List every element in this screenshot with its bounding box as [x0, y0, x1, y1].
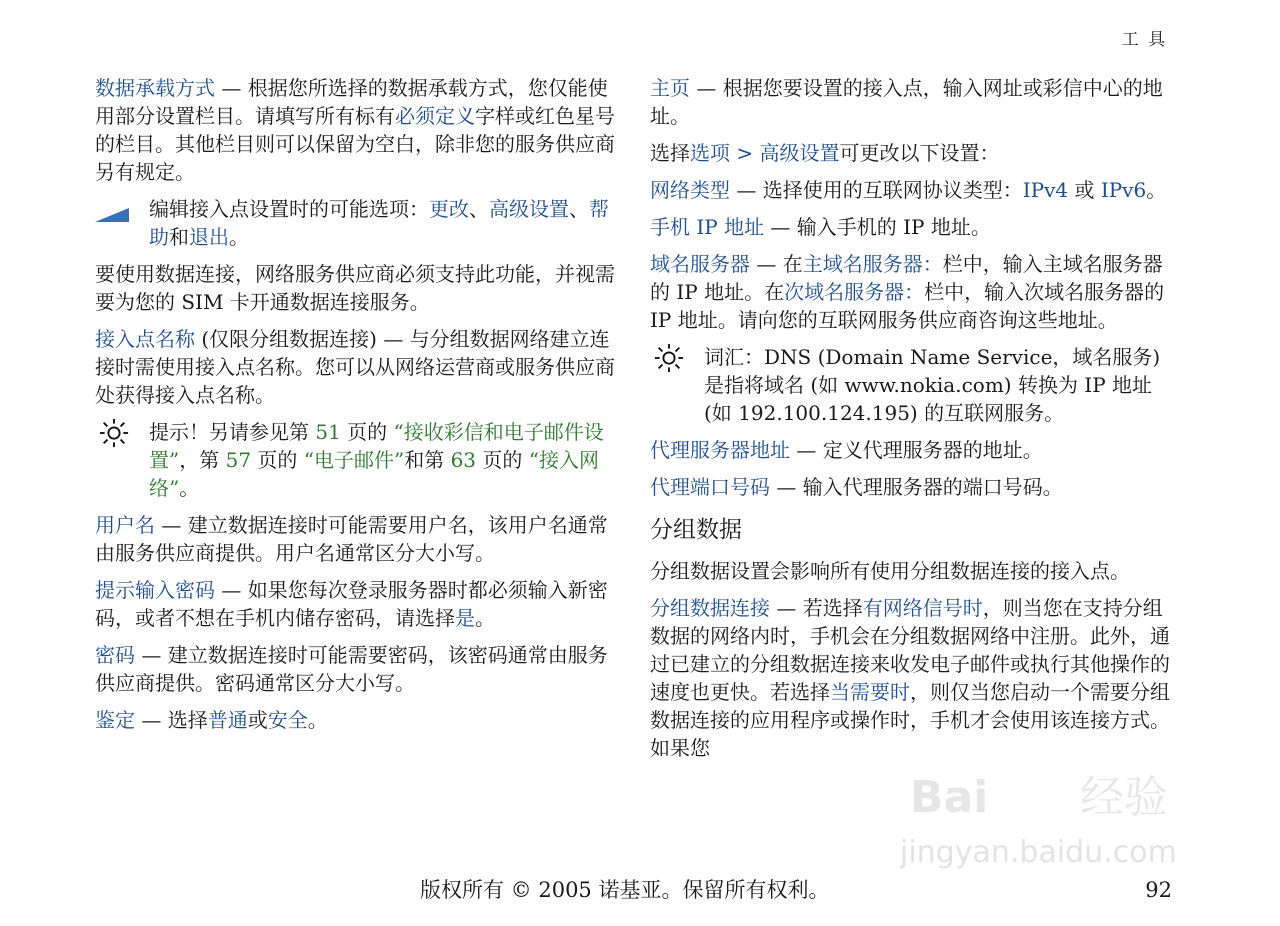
watermark-text: jingyan.baidu.com [900, 835, 1177, 870]
left-column [95, 74, 615, 743]
term-apn: 接入点名称 [95, 327, 195, 351]
para-authentication: 鉴定 — 选择普通或安全。 [95, 708, 328, 732]
svg-text:经验: 经验 [1080, 772, 1168, 823]
section-header: 工 具 [1121, 30, 1167, 50]
link-email[interactable]: “电子邮件” [303, 448, 405, 472]
svg-text:Bai: Bai [910, 772, 989, 823]
para-homepage: 主页 — 根据您要设置的接入点，输入网址或彩信中心的地址。 [650, 76, 1163, 128]
para-packet-data-connection: 分组数据连接 — 若选择有网络信号时，则当您在支持分组数据的网络内时，手机会在分组数据网络中注册。此外，通过已建立的分组数据连接来收发电子邮件或执行其他操作的速度也更快。若选择当需要时，则仅当您启动一个需要分组数据连接的应用程序或操作时，手机才会使用该连接方式。如果您 [650, 596, 1170, 760]
para-username: 用户名 — 建立数据连接时可能需要用户名，该用户名通常由服务供应商提供。用户名通常区分大小写。 [95, 513, 608, 565]
para-prompt-password: 提示输入密码 — 如果您每次登录服务器时都必须输入新密码，或者不想在手机内储存密码，请选择是。 [95, 578, 608, 630]
para-proxy-address: 代理服务器地址 — 定义代理服务器的地址。 [650, 438, 1043, 462]
glossary-note: 词汇：DNS (Domain Name Service，域名服务) 是指将域名 (如 www.nokia.com) 转换为 IP 地址 (如 192.100.124.195) 的互联网服务。 [650, 343, 1170, 427]
tip-bulb-icon [99, 418, 129, 448]
para-packet-data-intro: 分组数据设置会影响所有使用分组数据连接的接入点。 [650, 559, 1130, 583]
link-access-network[interactable]: “接入网络” [149, 448, 599, 500]
para-password: 密码 — 建立数据连接时可能需要密码，该密码通常由服务供应商提供。密码通常区分大小写。 [95, 643, 608, 695]
para-apn: 接入点名称 (仅限分组数据连接) — 与分组数据网络建立连接时需使用接入点名称。您可以从网络运营商或服务供应商处获得接入点名称。 [95, 327, 615, 407]
link-mms-email-settings[interactable]: “接收彩信和电子邮件设置” [149, 420, 604, 472]
tip-note: 提示！另请参见第 51 页的 “接收彩信和电子邮件设置”，第 57 页的 “电子邮件”和第 63 页的 “接入网络”。 [95, 418, 615, 502]
para-proxy-port: 代理端口号码 — 输入代理服务器的端口号码。 [650, 475, 1063, 499]
footer-copyright: 版权所有 © 2005 诺基亚。保留所有权利。 [420, 878, 830, 902]
para-advanced-settings: 选择选项 > 高级设置可更改以下设置： [650, 141, 1000, 165]
watermark-logo [890, 754, 1210, 874]
section-heading-packet-data: 分组数据 [650, 517, 742, 543]
tip-bulb-icon [654, 343, 684, 373]
term-data-bearer: 数据承载方式 [95, 76, 215, 100]
note-edit-options: 编辑接入点设置时的可能选项：更改、高级设置、帮助和退出。 [95, 195, 615, 251]
para-network-type: 网络类型 — 选择使用的互联网协议类型：IPv4 或 IPv6。 [650, 178, 1167, 202]
right-column [650, 74, 1170, 771]
page-number: 92 [1145, 878, 1172, 902]
note-triangle-icon [95, 198, 129, 222]
para-data-connection: 要使用数据连接，网络服务供应商必须支持此功能，并视需要为您的 SIM 卡开通数据连接服务。 [95, 262, 615, 314]
para-data-bearer: 数据承载方式 — 根据您所选择的数据承载方式，您仅能使用部分设置栏目。请填写所有标有必须定义字样或红色星号的栏目。其他栏目则可以保留为空白，除非您的服务供应商另有规定。 [95, 76, 615, 184]
para-dns: 域名服务器 — 在主域名服务器：栏中，输入主域名服务器的 IP 地址。在次域名服务器：栏中，输入次域名服务器的 IP 地址。请向您的互联网服务供应商咨询这些地址。 [650, 252, 1165, 332]
para-phone-ip: 手机 IP 地址 — 输入手机的 IP 地址。 [650, 215, 991, 239]
